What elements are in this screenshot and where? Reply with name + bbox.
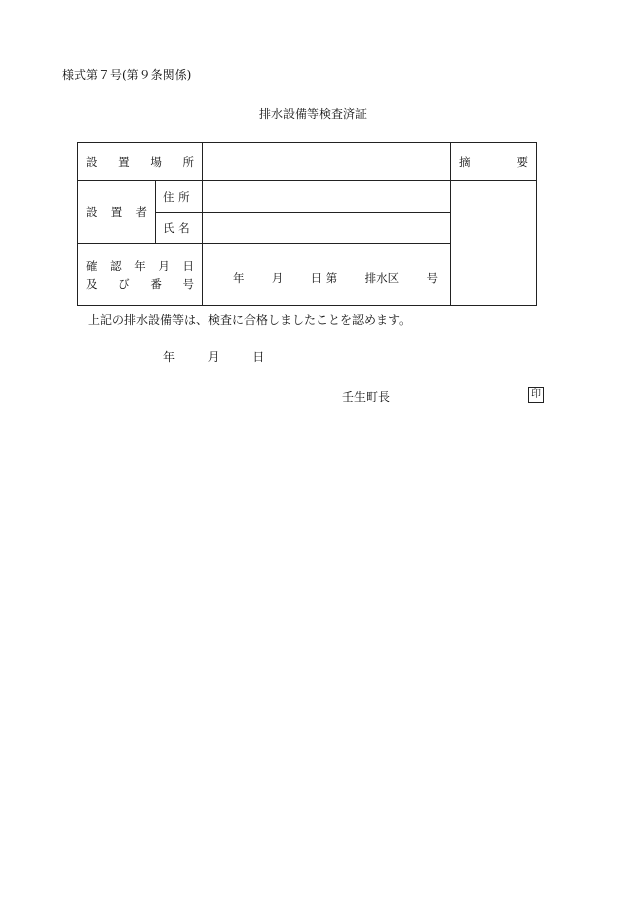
confirm-label-char: 月 [158, 258, 170, 273]
location-label-char: 所 [182, 154, 194, 169]
location-label-cell [78, 143, 203, 181]
remarks-label-char: 要 [516, 154, 528, 169]
issue-month-label: 月 [207, 350, 220, 364]
remarks-value-cell[interactable] [451, 181, 537, 306]
confirm-date-label-cell [78, 244, 203, 306]
document-title: 排水設備等検査済証 [259, 107, 368, 121]
location-label-char: 場 [150, 154, 162, 169]
location-value-cell[interactable] [203, 143, 451, 181]
address-label: 住 所 [163, 189, 190, 204]
certification-text: 上記の排水設備等は、検査に合格しましたことを認めます。 [88, 313, 412, 327]
date-number-line [203, 270, 450, 286]
number-label-char: び [118, 276, 130, 291]
remarks-label-cell [451, 143, 537, 181]
installer-label-char: 者 [135, 205, 147, 219]
form-number: 様式第７号(第９条関係) [62, 68, 192, 82]
issue-day-label: 日 [252, 350, 265, 364]
seal-mark: 印 [528, 387, 544, 403]
date-year-label: 年 [233, 270, 245, 285]
number-label-char: 番 [150, 276, 162, 291]
inspection-table [77, 142, 537, 306]
confirm-label-char: 認 [110, 258, 122, 273]
name-label-cell [156, 213, 203, 244]
address-label-cell [156, 181, 203, 213]
issue-date [163, 348, 264, 365]
location-label-char: 設 [86, 154, 98, 169]
confirm-label-char: 日 [182, 258, 194, 273]
issue-year-label: 年 [163, 350, 176, 364]
address-value-cell[interactable] [203, 181, 451, 213]
number-suffix-label: 号 [426, 270, 438, 285]
confirm-label-char: 年 [134, 258, 146, 273]
installer-label-char: 置 [110, 205, 123, 219]
drainage-district-label: 排水区 [364, 270, 400, 285]
name-label: 氏 名 [163, 221, 190, 235]
confirm-label-char: 確 [86, 258, 98, 273]
number-label-char: 及 [86, 276, 98, 291]
name-value-cell[interactable] [203, 213, 451, 244]
confirm-date-value-cell[interactable] [203, 244, 451, 306]
installer-label-char: 設 [86, 205, 98, 219]
date-month-label: 月 [271, 270, 284, 285]
number-label-char: 号 [182, 276, 194, 291]
issuer-name: 壬生町長 [342, 390, 391, 404]
location-label-char: 置 [118, 154, 130, 169]
remarks-label-char: 摘 [459, 154, 471, 169]
installer-label-cell [78, 181, 156, 244]
date-day-number-label: 日 第 [310, 270, 338, 285]
